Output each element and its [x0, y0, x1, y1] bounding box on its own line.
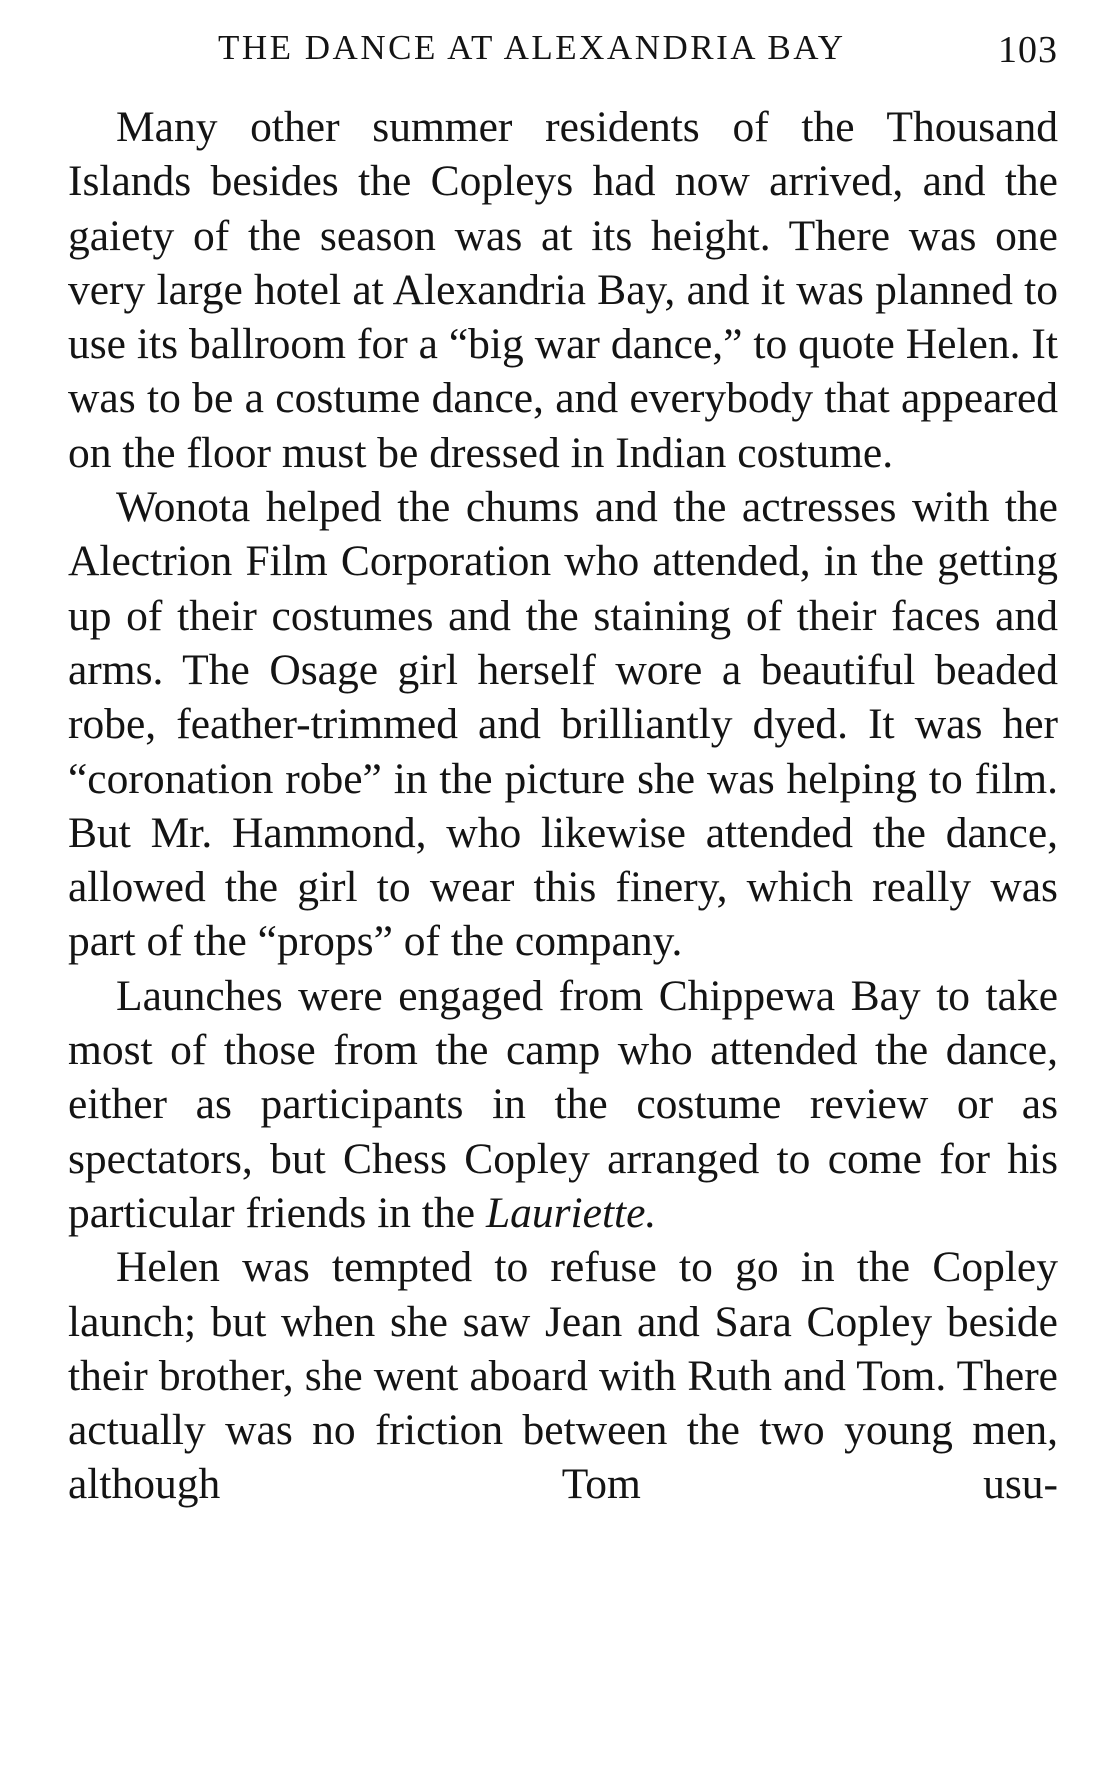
paragraph-3	[68, 969, 1058, 1240]
paragraph-3-text: Launches were engaged from Chippewa Bay to take most of those from the camp who attended the dance, either as participants in the costume review or as spectators, but Chess Copley arranged to come for his particular friends in the	[68, 971, 1058, 1237]
running-head	[68, 0, 1058, 100]
paragraph-2: Wonota helped the chums and the actresses with the Alectrion Film Corporation who attended, in the getting up of their costumes and the staining of their faces and arms. The Osage girl herself wore a beautiful beaded robe, feather-trimmed and brilliantly dyed. It was her “coronation robe” in the picture she was helping to film. But Mr. Hammond, who likewise attended the dance, allowed the girl to wear this finery, which really was part of the “props” of the company.	[68, 483, 1058, 966]
paragraph-1: Many other summer residents of the Thousand Islands besides the Copleys had now arrived, and the gaiety of the season was at its height. There was one very large hotel at Alexandria Bay, and it was planned to use its ballroom for a “big war dance,” to quote Helen. It was to be a costume dance, and everybody that appeared on the floor must be dressed in Indian costume.	[68, 103, 1058, 477]
body-text	[68, 100, 1058, 1512]
boat-name: Lauriette.	[485, 1188, 657, 1237]
running-title: THE DANCE AT ALEXANDRIA BAY	[218, 28, 846, 67]
paragraph-4: Helen was tempted to refuse to go in the Copley launch; but when she saw Jean and Sara Copley beside their brother, she went aboard with Ruth and Tom. There actually was no friction between the two young men, although Tom usu-	[68, 1243, 1058, 1509]
page-number: 103	[998, 29, 1058, 71]
book-page	[68, 0, 1058, 1512]
